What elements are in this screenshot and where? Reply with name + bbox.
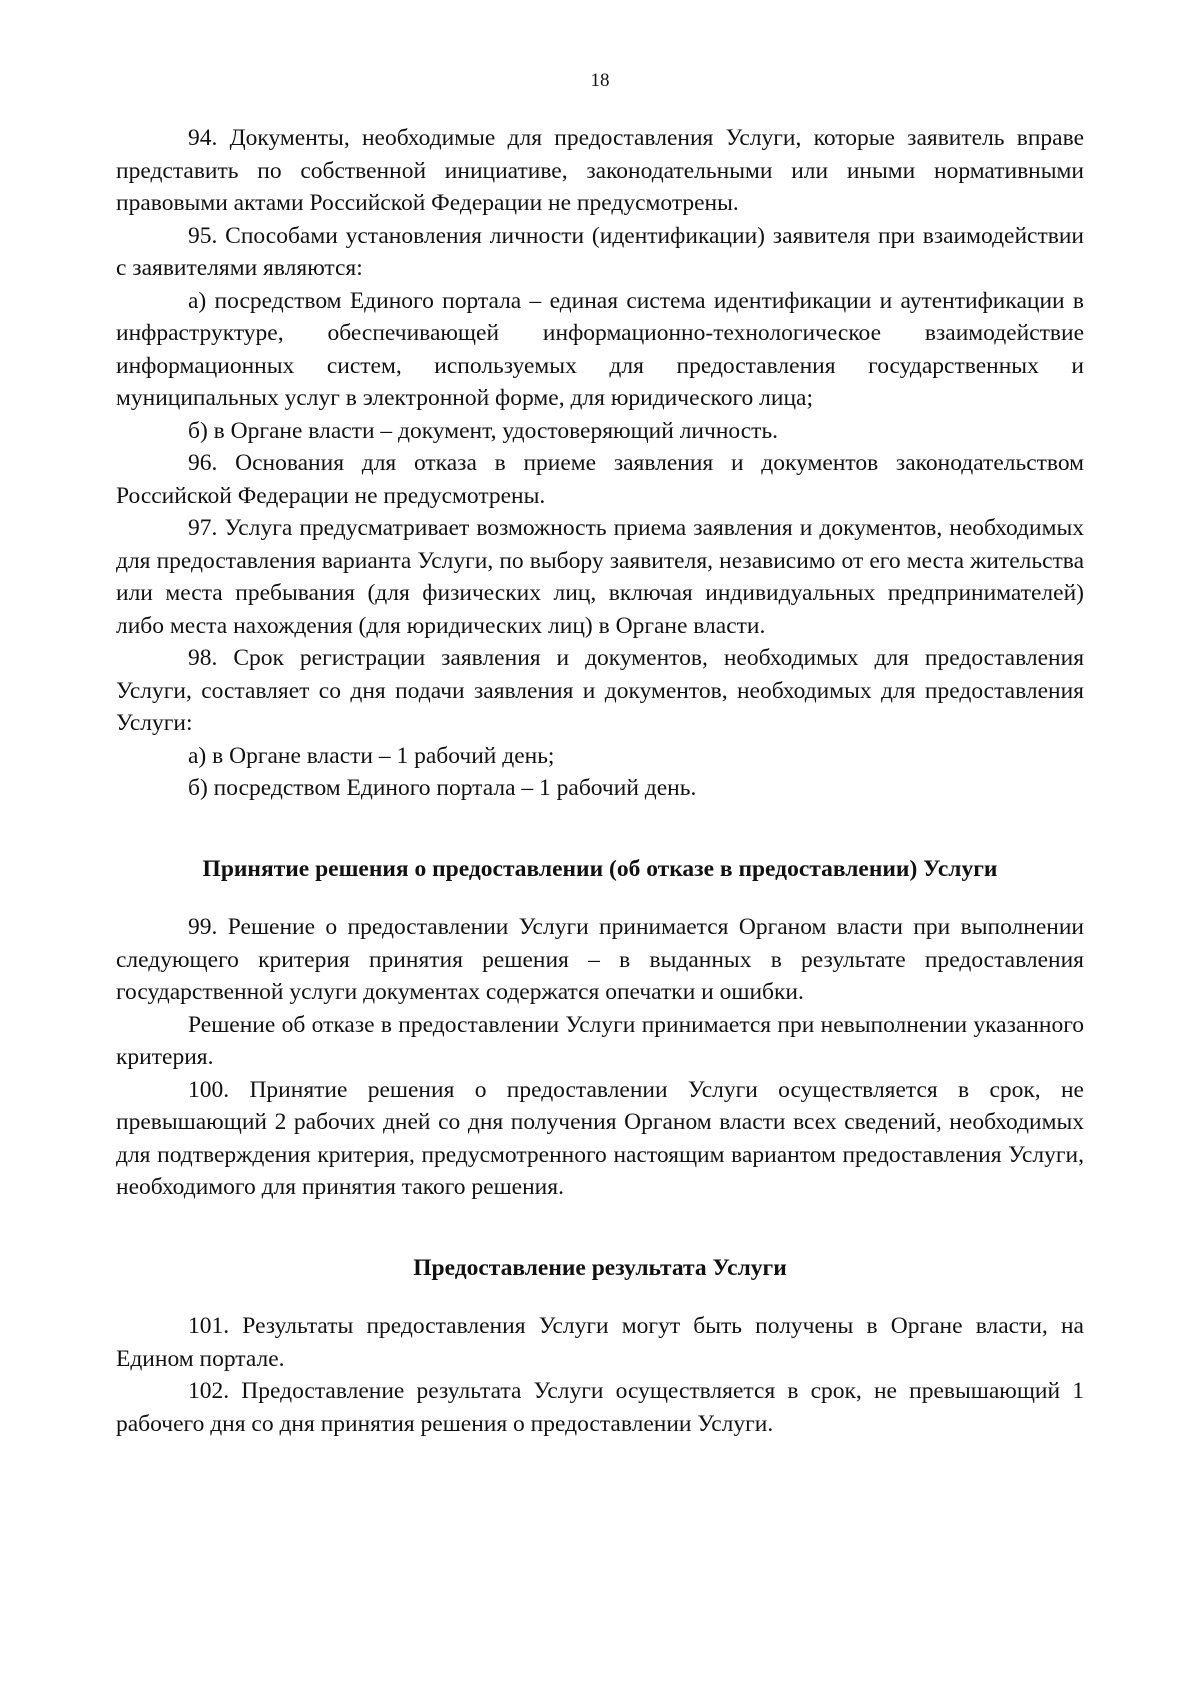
page-number: 18: [590, 70, 610, 91]
paragraph-97: 97. Услуга предусматривает возможность приема заявления и документов, необходимых для предоставления варианта Услуги, по выбору заявителя, независимо от его места жительства или места пребывания (для физических лиц, включая индивидуальных предпринимателей) либо места нахождения (для юридических лиц) в Органе власти.: [116, 515, 1084, 639]
paragraph-98: 98. Срок регистрации заявления и документов, необходимых для предоставления Услуги, составляет со дня подачи заявления и документов, необходимых для предоставления Услуги:: [116, 645, 1084, 736]
paragraph-98-b: б) посредством Единого портала – 1 рабочий день.: [188, 775, 697, 801]
paragraph-94: 94. Документы, необходимые для предоставления Услуги, которые заявитель вправе представить по собственной инициативе, законодательными или иными нормативными правовыми актами Российской Федерации не предусмотрены.: [116, 125, 1084, 216]
paragraph-95-a: а) посредством Единого портала – единая система идентификации и аутентификации в инфраструктуре, обеспечивающей информационно-технологическое взаимодействие информационных систем, используемых для предоставления государственных и муниципальных услуг в электронной форме, для юридического лица;: [116, 287, 1084, 411]
paragraph-96: 96. Основания для отказа в приеме заявления и документов законодательством Российской Федерации не предусмотрены.: [116, 450, 1084, 509]
paragraph-99: 99. Решение о предоставлении Услуги принимается Органом власти при выполнении следующего критерия принятия решения – в выданных в результате предоставления государственной услуги документах содержатся опечатки и ошибки.: [116, 914, 1084, 1005]
paragraph-100: 100. Принятие решения о предоставлении Услуги осуществляется в срок, не превышающий 2 рабочих дней со дня получения Органом власти всех сведений, необходимых для подтверждения критерия, предусмотренного настоящим вариантом предоставления Услуги, необходимого для принятия такого решения.: [116, 1076, 1084, 1200]
document-body: [116, 122, 1084, 1440]
section-heading-decision: Принятие решения о предоставлении (об отказе в предоставлении) Услуги: [202, 855, 998, 882]
paragraph-98-a: а) в Органе власти – 1 рабочий день;: [188, 742, 555, 769]
paragraph-101: 101. Результаты предоставления Услуги могут быть получены в Органе власти, на Едином портале.: [116, 1313, 1084, 1372]
paragraph-95: 95. Способами установления личности (идентификации) заявителя при взаимодействии с заявителями являются:: [116, 222, 1084, 281]
paragraph-95-b: б) в Органе власти – документ, удостоверяющий личность.: [188, 417, 779, 444]
paragraph-99-refusal: Решение об отказе в предоставлении Услуги принимается при невыполнении указанного критерия.: [116, 1011, 1084, 1070]
section-heading-result: Предоставление результата Услуги: [413, 1254, 787, 1281]
paragraph-102: 102. Предоставление результата Услуги осуществляется в срок, не превышающий 1 рабочего дня со дня принятия решения о предоставлении Услуги.: [116, 1378, 1084, 1437]
